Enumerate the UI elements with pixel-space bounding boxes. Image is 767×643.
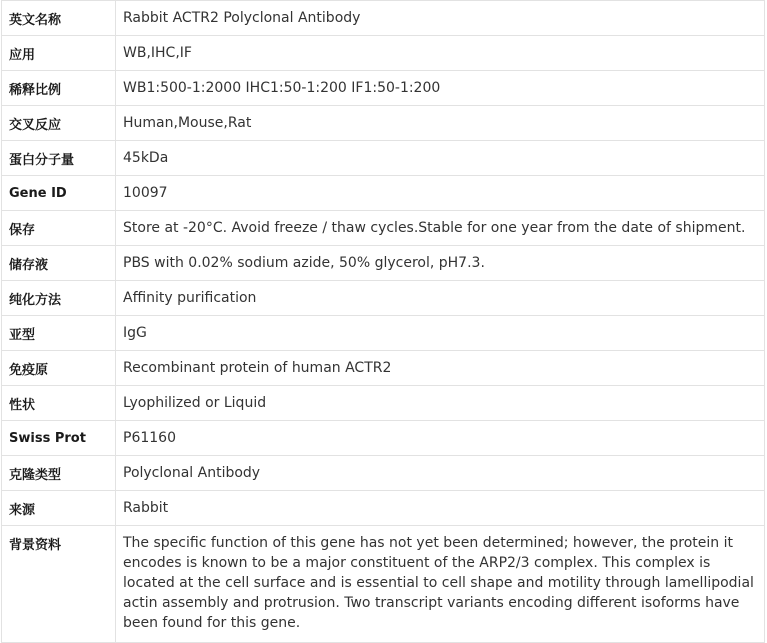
- row-value: 10097: [116, 176, 765, 211]
- row-molecular-weight: [2, 141, 765, 176]
- row-label: 纯化方法: [2, 281, 116, 316]
- row-value: Human,Mouse,Rat: [116, 106, 765, 141]
- row-label: 性状: [2, 386, 116, 421]
- row-value: PBS with 0.02% sodium azide, 50% glycerol, pH7.3.: [116, 246, 765, 281]
- row-label: Gene ID: [2, 176, 116, 211]
- row-purification: [2, 281, 765, 316]
- row-value: Store at -20°C. Avoid freeze / thaw cycles.Stable for one year from the date of shipment.: [116, 211, 765, 246]
- row-value: Rabbit ACTR2 Polyclonal Antibody: [116, 1, 765, 36]
- row-dilution: [2, 71, 765, 106]
- row-isotype: [2, 316, 765, 351]
- row-label: 储存液: [2, 246, 116, 281]
- row-value: WB,IHC,IF: [116, 36, 765, 71]
- row-value: The specific function of this gene has not yet been determined; however, the protein it encodes is known to be a major constituent of the ARP2/3 complex. This complex is located at the cell surface and is essential to cell shape and motility through lamellipodial actin assembly and protrusion. Two transcript variants encoding different isoforms have been found for this gene.: [116, 526, 765, 643]
- row-value: Lyophilized or Liquid: [116, 386, 765, 421]
- row-label: 来源: [2, 491, 116, 526]
- row-label: 免疫原: [2, 351, 116, 386]
- row-cross-reactivity: [2, 106, 765, 141]
- row-host: [2, 491, 765, 526]
- row-value: Affinity purification: [116, 281, 765, 316]
- row-value: P61160: [116, 421, 765, 456]
- row-value: IgG: [116, 316, 765, 351]
- row-label: 稀释比例: [2, 71, 116, 106]
- row-label: 交叉反应: [2, 106, 116, 141]
- row-storage: [2, 211, 765, 246]
- product-spec-table: [1, 0, 765, 643]
- row-label: 亚型: [2, 316, 116, 351]
- row-immunogen: [2, 351, 765, 386]
- row-application: [2, 36, 765, 71]
- row-clonality: [2, 456, 765, 491]
- row-english-name: [2, 1, 765, 36]
- row-background: [2, 526, 765, 643]
- row-label: Swiss Prot: [2, 421, 116, 456]
- row-label: 保存: [2, 211, 116, 246]
- row-label: 应用: [2, 36, 116, 71]
- row-value: 45kDa: [116, 141, 765, 176]
- row-storage-buffer: [2, 246, 765, 281]
- row-value: Recombinant protein of human ACTR2: [116, 351, 765, 386]
- row-value: Polyclonal Antibody: [116, 456, 765, 491]
- row-value: WB1:500-1:2000 IHC1:50-1:200 IF1:50-1:200: [116, 71, 765, 106]
- row-gene-id: [2, 176, 765, 211]
- row-label: 蛋白分子量: [2, 141, 116, 176]
- row-label: 背景资料: [2, 526, 116, 643]
- row-value: Rabbit: [116, 491, 765, 526]
- row-form: [2, 386, 765, 421]
- row-swiss-prot: [2, 421, 765, 456]
- row-label: 克隆类型: [2, 456, 116, 491]
- row-label: 英文名称: [2, 1, 116, 36]
